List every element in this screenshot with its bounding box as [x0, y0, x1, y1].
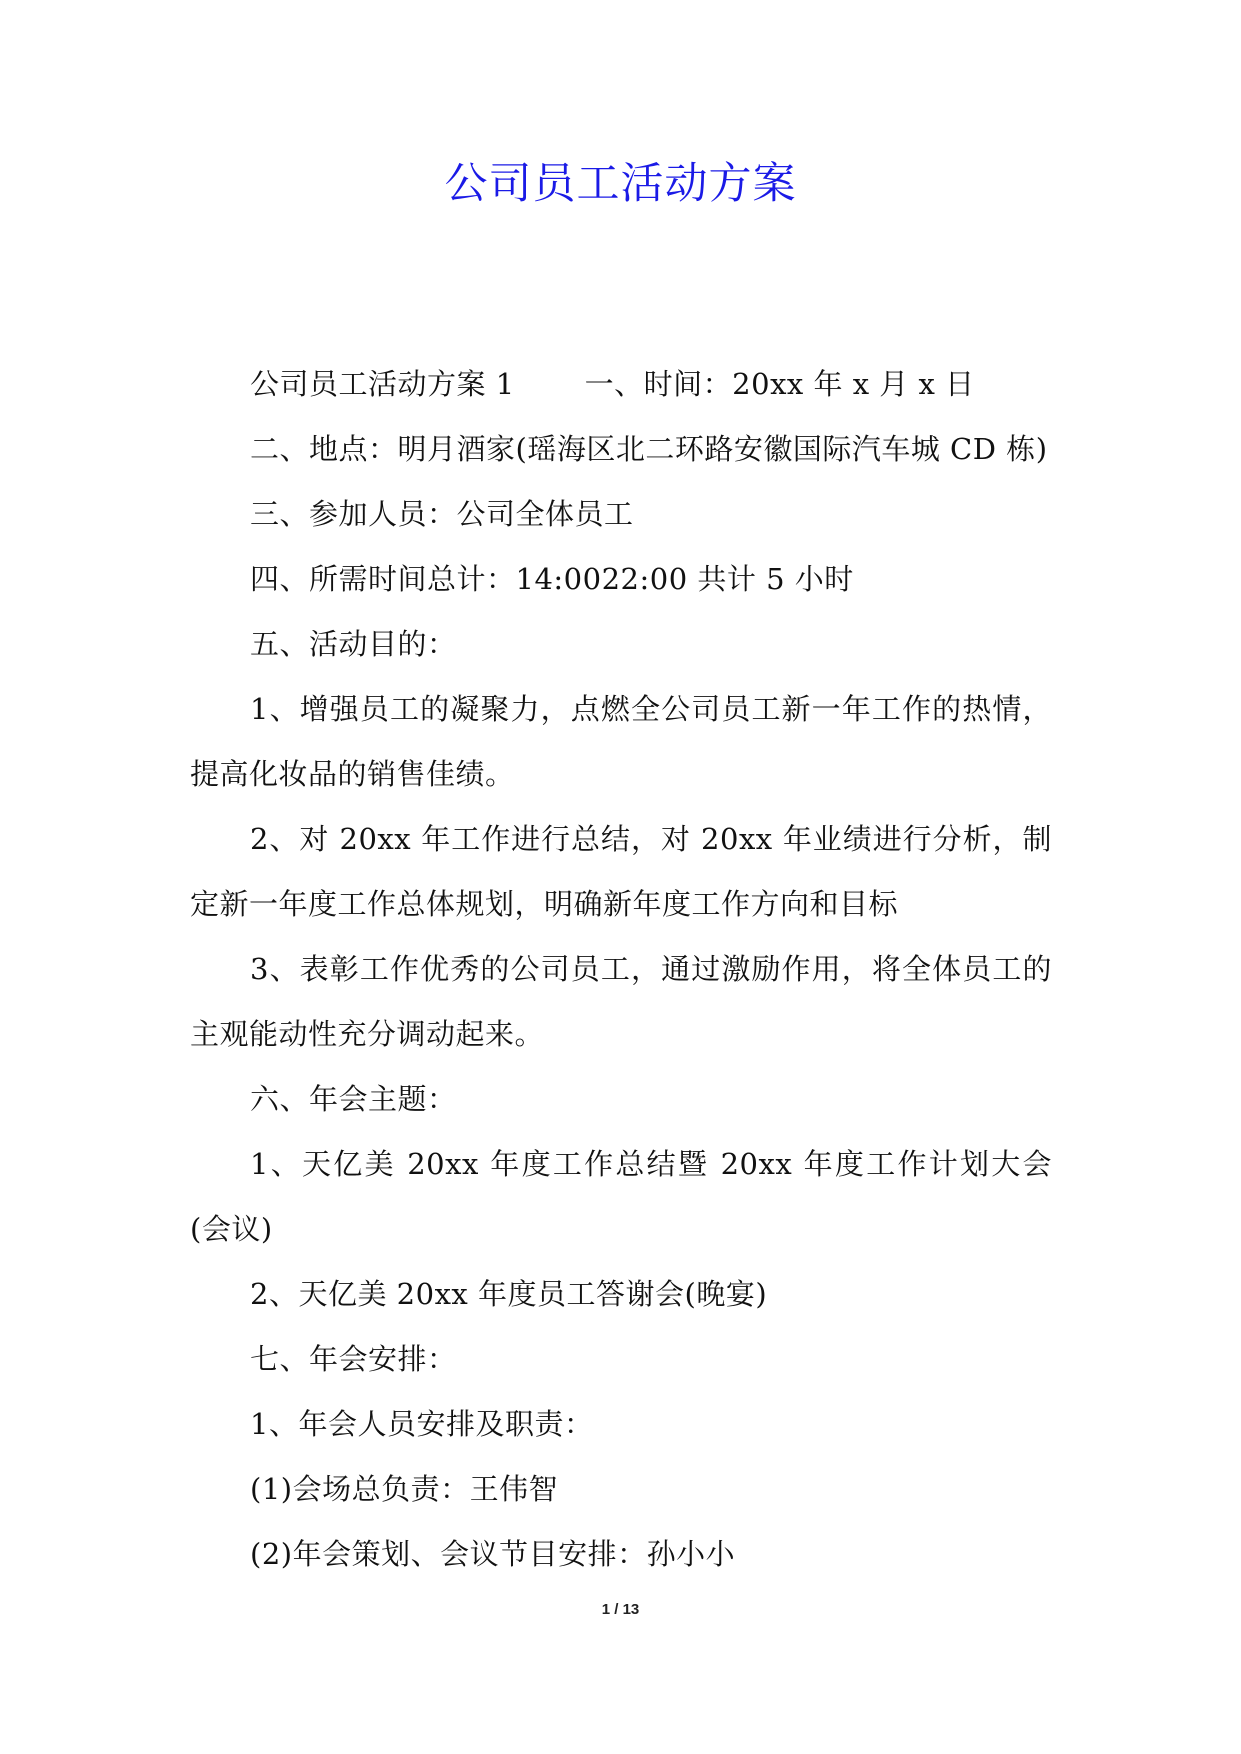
document-body	[190, 352, 1052, 1587]
paragraph-arrangement-1-2: (2)年会策划、会议节目安排：孙小小	[250, 1537, 736, 1571]
paragraph-participants: 三、参加人员：公司全体员工	[250, 497, 634, 531]
time-line: 一、时间：20xx 年 x 月 x 日	[584, 367, 975, 401]
paragraph-theme-heading: 六、年会主题：	[250, 1082, 457, 1116]
paragraph-purpose-3: 3、表彰工作优秀的公司员工，通过激励作用，将全体员工的主观能动性充分调动起来。	[190, 952, 1052, 1051]
document-title: 公司员工活动方案	[444, 159, 797, 209]
paragraph-arrangement-heading: 七、年会安排：	[250, 1342, 457, 1376]
paragraph-duration: 四、所需时间总计：14:0022:00 共计 5 小时	[250, 562, 854, 596]
paragraph-intro	[190, 352, 1052, 417]
paragraph-arrangement-1: 1、年会人员安排及职责：	[250, 1407, 594, 1441]
paragraph-purpose-2: 2、对 20xx 年工作进行总结，对 20xx 年业绩进行分析，制定新一年度工作总体规划，明确新年度工作方向和目标	[190, 822, 1052, 921]
paragraph-purpose-1: 1、增强员工的凝聚力，点燃全公司员工新一年工作的热情，提高化妆品的销售佳绩。	[190, 692, 1052, 791]
paragraph-theme-1: 1、天亿美 20xx 年度工作总结暨 20xx 年度工作计划大会(会议)	[190, 1147, 1052, 1246]
paragraph-arrangement-1-1: (1)会场总负责：王伟智	[250, 1472, 559, 1506]
section-heading: 公司员工活动方案 1	[250, 367, 515, 401]
paragraph-theme-2: 2、天亿美 20xx 年度员工答谢会(晚宴)	[250, 1277, 768, 1311]
paragraph-location: 二、地点：明月酒家(瑶海区北二环路安徽国际汽车城 CD 栋)	[250, 432, 1048, 466]
page-number: 1 / 13	[601, 1601, 640, 1618]
paragraph-purpose-heading: 五、活动目的：	[250, 627, 457, 661]
